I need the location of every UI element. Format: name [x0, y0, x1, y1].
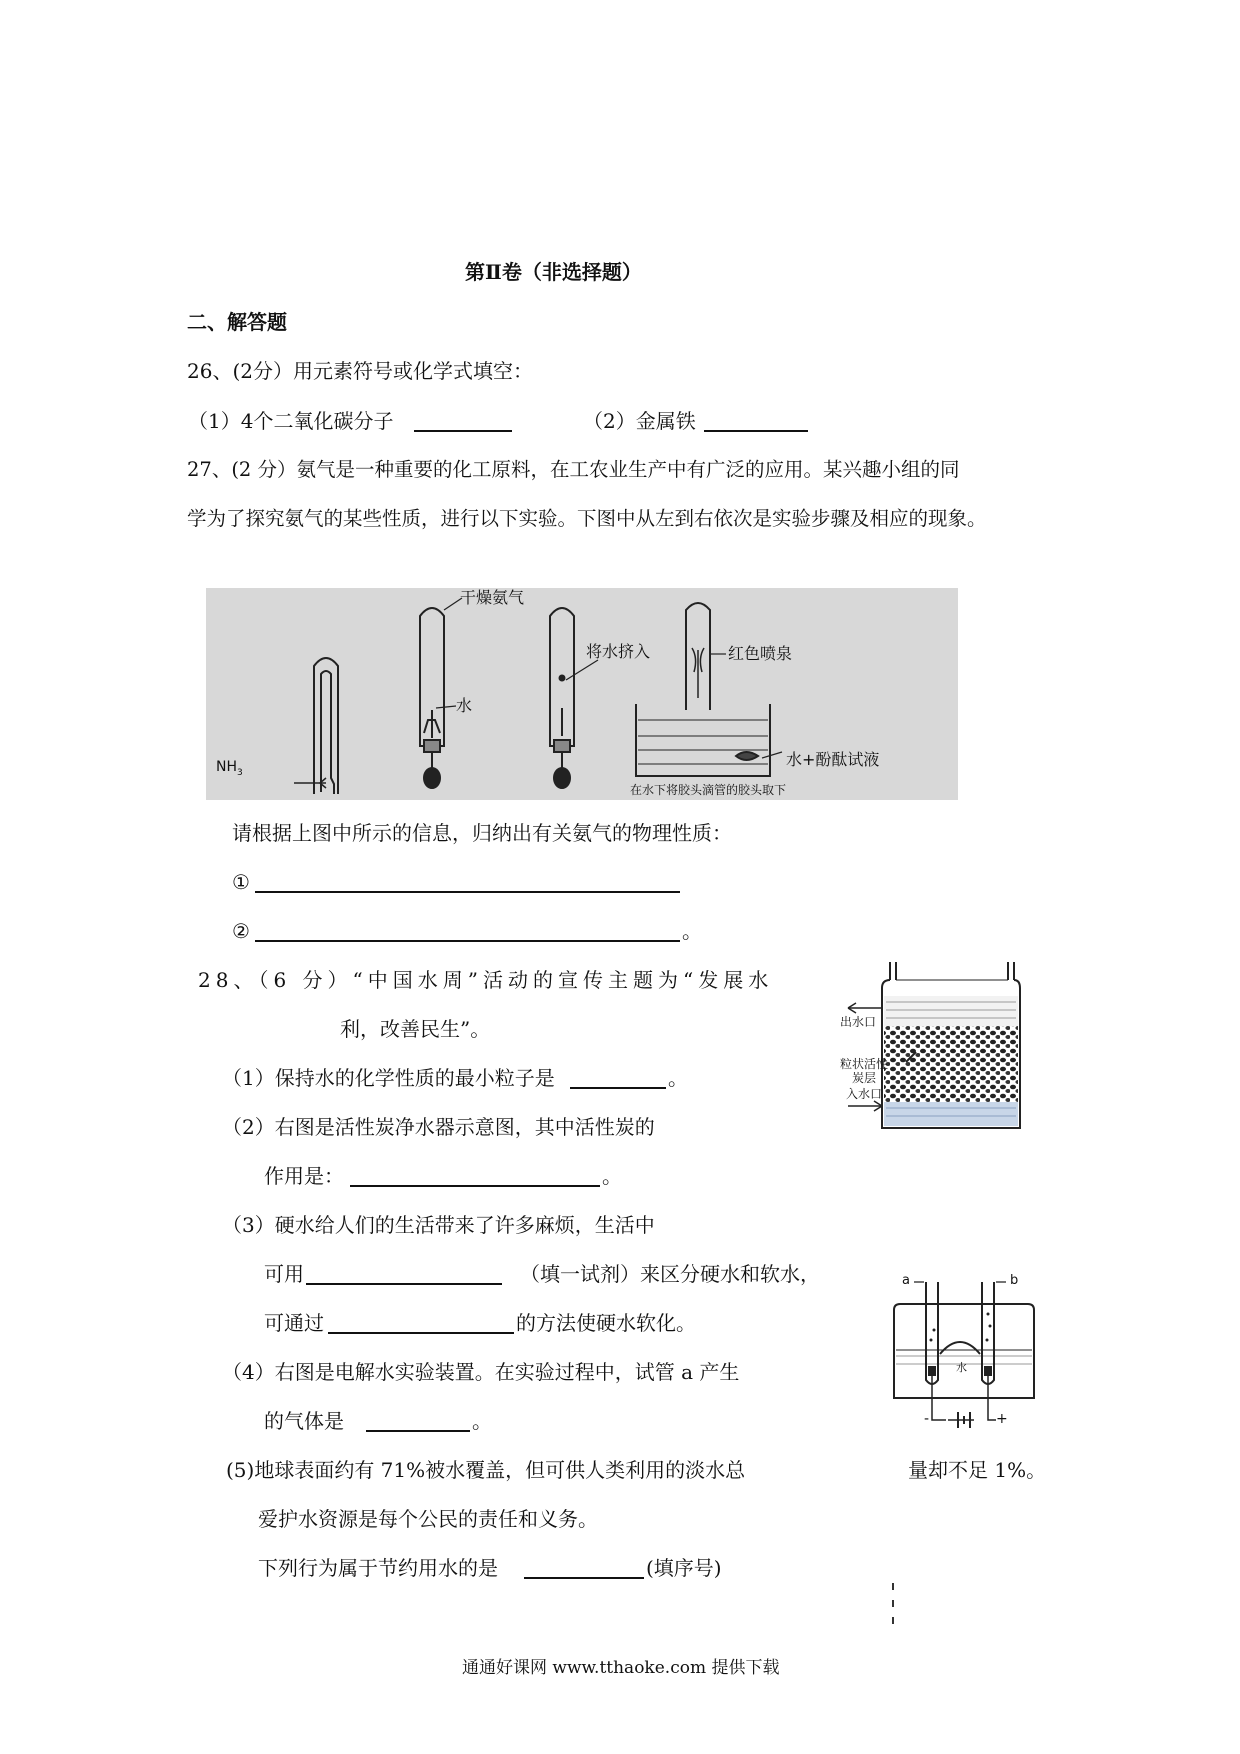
outlet-label: 出水口 — [840, 1015, 877, 1029]
carbon-label-1: 粒状活性 — [840, 1057, 889, 1071]
q26-part1: （1）4个二氧化碳分子 — [188, 409, 394, 433]
q26-answer1-blank — [414, 430, 512, 432]
margin-dash — [892, 1600, 894, 1607]
tube1-drawing — [294, 658, 338, 794]
figure-caption: 在水下将胶头滴管的胶头取下 — [630, 783, 787, 797]
tube-a-label: a — [902, 1273, 910, 1288]
q28-answer5-blank — [524, 1577, 644, 1579]
q27-item1-marker: ① — [232, 870, 250, 894]
q28-p5a: (5)地球表面约有 71%被水覆盖，但可供人类利用的淡水总 — [226, 1458, 746, 1482]
activated-carbon-filter-figure — [840, 958, 1036, 1136]
squeeze-water-label: 将水挤入 — [586, 642, 651, 661]
nh3-subscript: 3 — [237, 767, 243, 778]
footer-text: 通通好课网 www.tthaoke.com 提供下载 — [462, 1658, 780, 1678]
q28-p4b: 的气体是 — [264, 1409, 344, 1433]
q28-p3c-end: 的方法使硬水软化。 — [516, 1311, 696, 1335]
q28-p5c: 下列行为属于节约用水的是 — [258, 1556, 498, 1580]
q27-answer2-blank — [255, 940, 680, 942]
tube3-drawing — [550, 608, 598, 788]
minus-terminal-label: - — [924, 1411, 930, 1427]
margin-dash — [892, 1617, 894, 1624]
q28-p2a: （2）右图是活性炭净水器示意图，其中活性炭的 — [222, 1115, 655, 1139]
q28-p1-end: 。 — [668, 1066, 688, 1090]
water-label: 水 — [456, 696, 473, 715]
q26-answer2-blank — [704, 430, 808, 432]
q27-answer1-blank — [255, 891, 680, 893]
q28-p5a-tail: 量却不足 1%。 — [908, 1458, 1047, 1482]
water-phenolphthalein-label: 水+酚酞试液 — [786, 750, 880, 769]
q28-answer3a-blank — [306, 1283, 502, 1285]
q28-answer4-blank — [366, 1430, 470, 1432]
q28-line1: 28、（6 分）“中国水周”活动的宣传主题为“发展水 — [198, 968, 774, 992]
q27-line2: 学为了探究氨气的某些性质，进行以下实验。下图中从左到右依次是实验步骤及相应的现象。 — [187, 507, 987, 530]
electrolysis-figure — [884, 1270, 1044, 1440]
q26-stem: 26、(2分）用元素符号或化学式填空： — [187, 359, 533, 383]
dry-ammonia-label: 干燥氨气 — [460, 588, 525, 607]
q28-p5c-end: (填序号) — [646, 1556, 722, 1580]
ammonia-experiment-figure — [206, 588, 958, 800]
q27-prompt: 请根据上图中所示的信息，归纳出有关氨气的物理性质： — [232, 821, 732, 845]
q28-p3b-end: （填一试剂）来区分硬水和软水， — [520, 1262, 820, 1286]
carbon-label-2: 炭层 — [852, 1071, 877, 1085]
q28-p2b: 作用是： — [264, 1164, 344, 1188]
nh3-label: NH — [216, 759, 237, 775]
q27-item2-end: 。 — [682, 919, 702, 943]
tube2-drawing — [420, 598, 462, 788]
q28-answer3b-blank — [328, 1332, 514, 1334]
section-heading: 二、解答题 — [187, 310, 287, 334]
q27-line1: 27、(2 分）氨气是一种重要的化工原料，在工农业生产中有广泛的应用。某兴趣小组的同 — [187, 458, 960, 481]
water-label-electrolysis: 水 — [956, 1361, 967, 1374]
tube-b-label: b — [1010, 1273, 1019, 1288]
q28-p3b: 可用 — [264, 1262, 304, 1286]
q27-item2-marker: ② — [232, 919, 250, 943]
q28-p5b: 爱护水资源是每个公民的责任和义务。 — [258, 1507, 598, 1531]
q28-line2: 利，改善民生”。 — [340, 1017, 491, 1041]
q28-p3c: 可通过 — [264, 1311, 324, 1335]
q28-answer2-blank — [350, 1185, 600, 1187]
plus-terminal-label: + — [996, 1411, 1008, 1427]
q28-p4-end: 。 — [472, 1409, 492, 1433]
q28-p4a: （4）右图是电解水实验装置。在实验过程中，试管 a 产生 — [222, 1360, 740, 1384]
fountain-drawing — [636, 603, 782, 776]
inlet-label: 入水口 — [846, 1087, 883, 1101]
page-title: 第Ⅱ卷（非选择题） — [465, 260, 642, 284]
margin-dash — [892, 1583, 894, 1590]
q28-answer1-blank — [570, 1087, 666, 1089]
q28-p3a: （3）硬水给人们的生活带来了许多麻烦，生活中 — [222, 1213, 655, 1237]
q26-part2: （2）金属铁 — [583, 409, 696, 433]
q28-p1: （1）保持水的化学性质的最小粒子是 — [222, 1066, 555, 1090]
red-fountain-label: 红色喷泉 — [728, 644, 793, 663]
q28-p2-end: 。 — [602, 1164, 622, 1188]
